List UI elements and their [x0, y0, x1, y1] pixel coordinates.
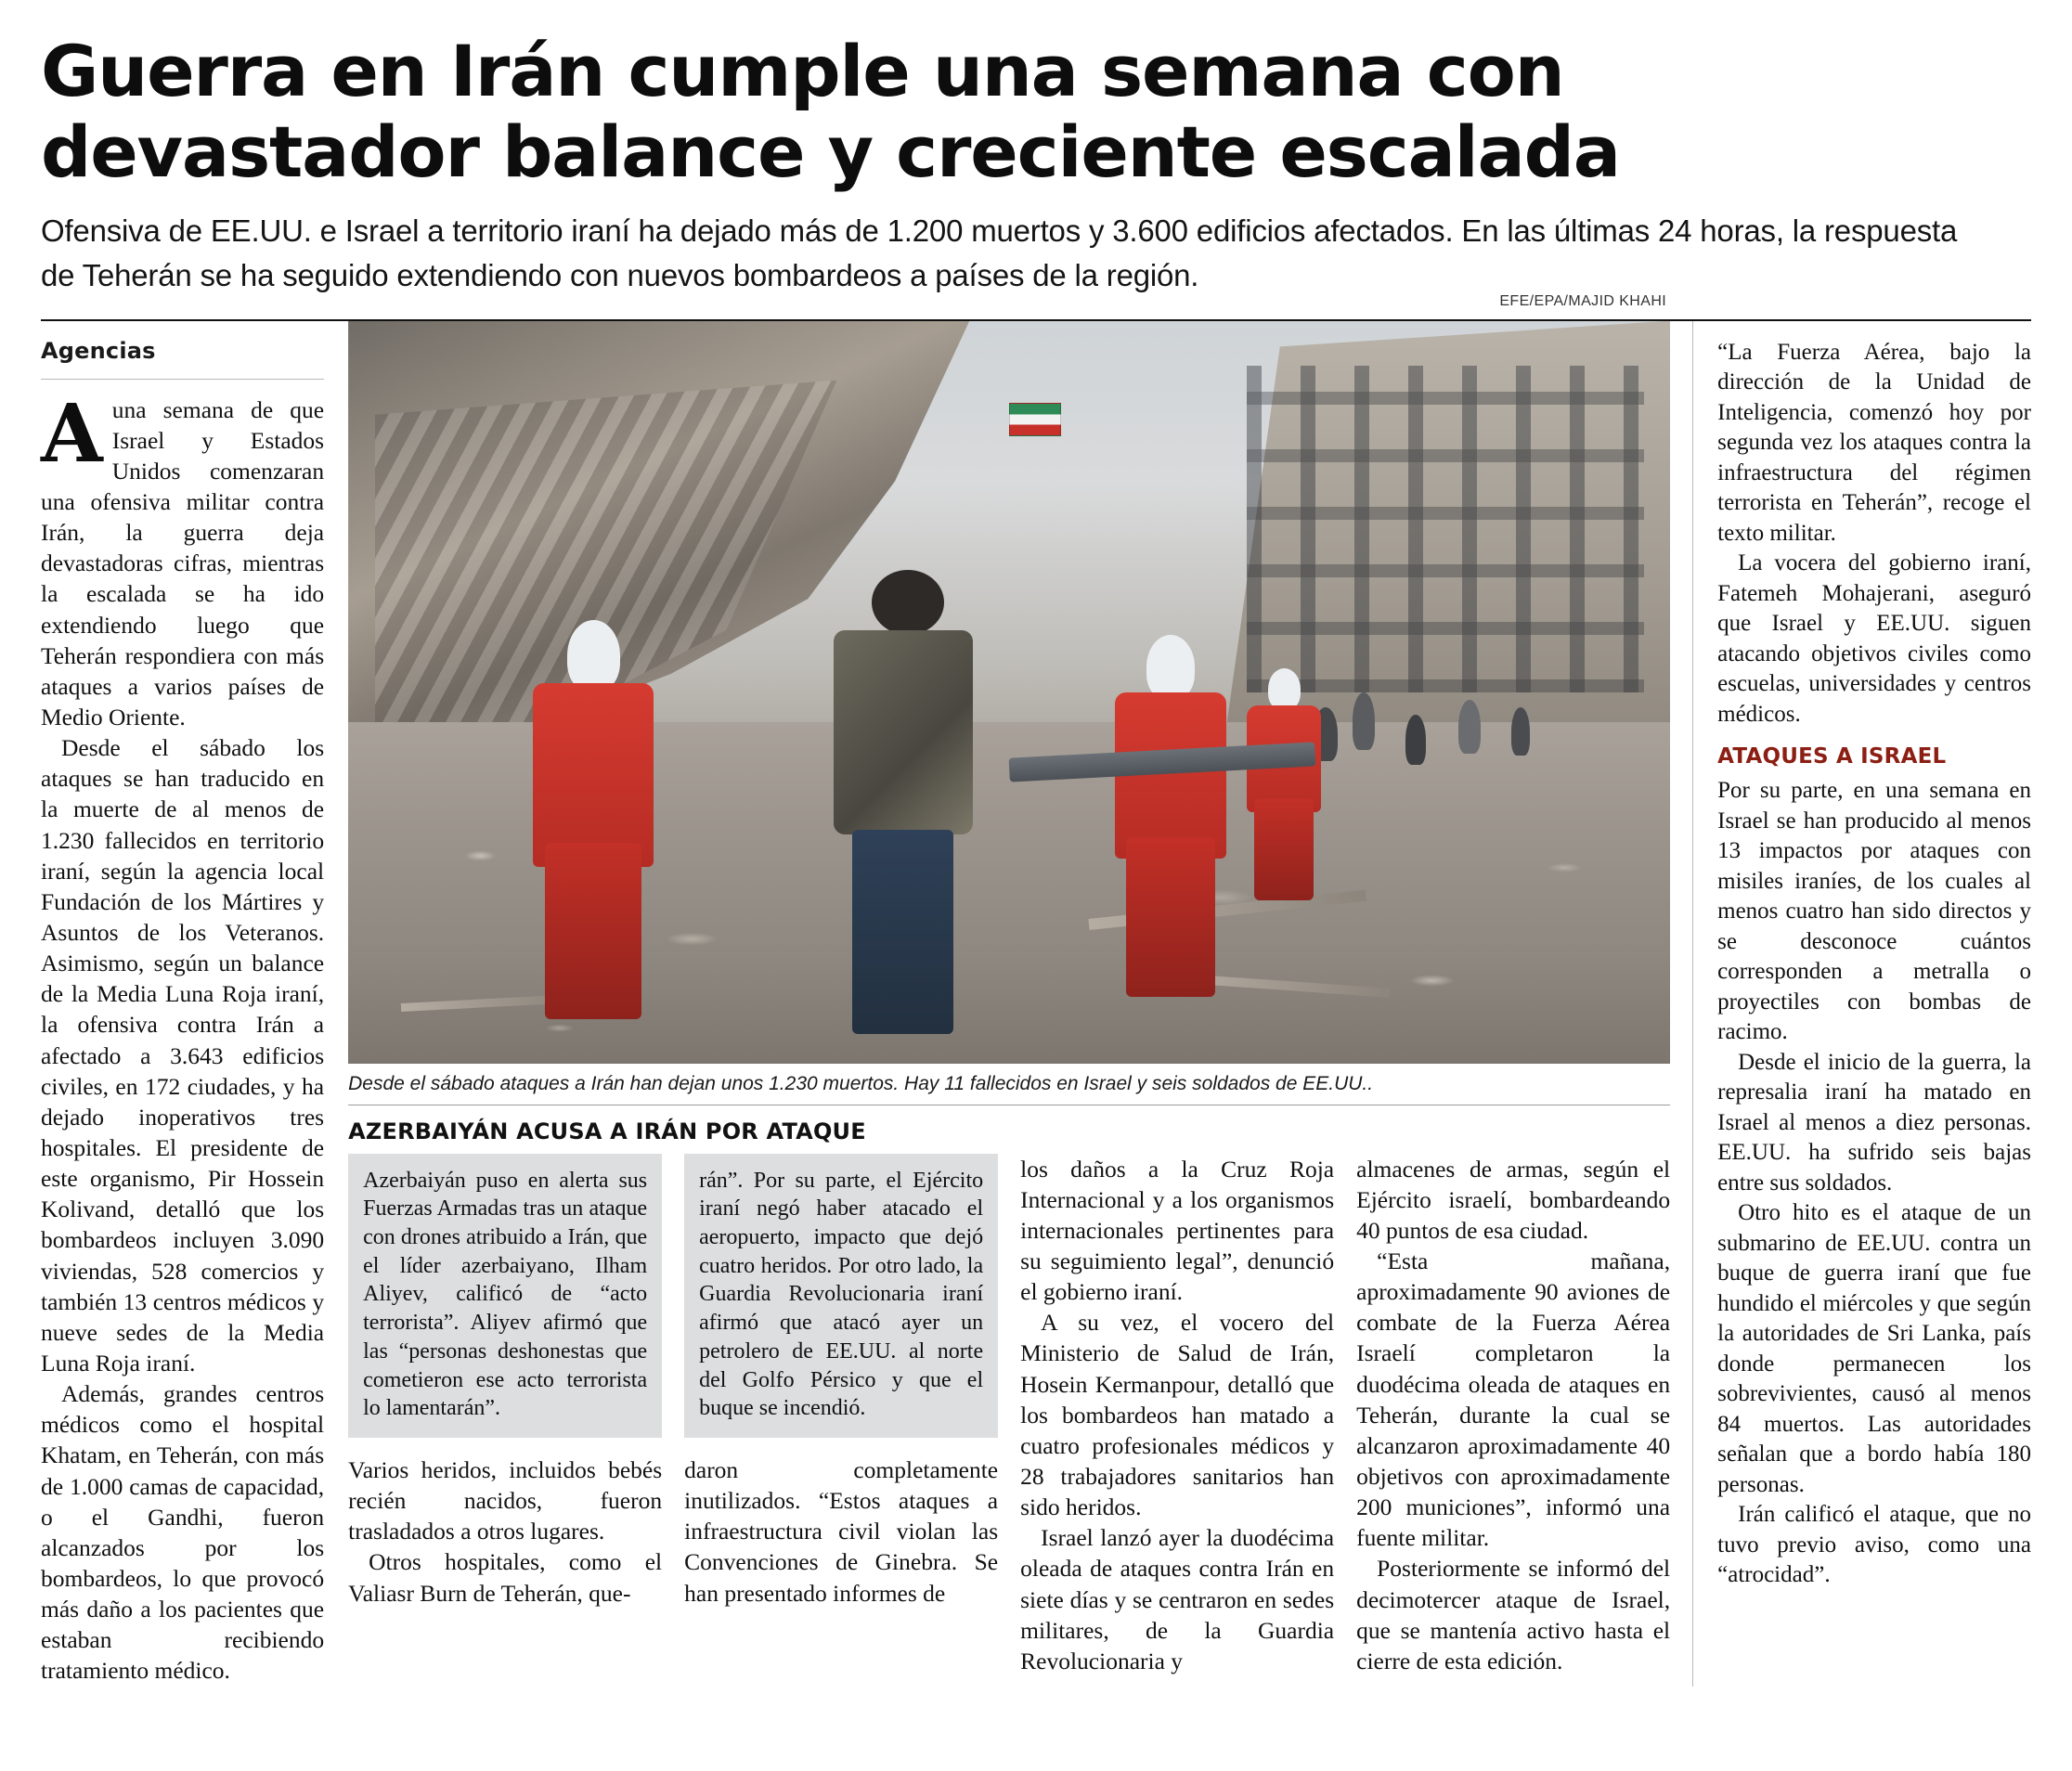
paragraph: A su vez, el vocero del Ministerio de Salud de Irán, Hosein Kermanpour, detalló que los bombardeos han matado a cuatro profesionales médicos y 28 trabajadores sanitarios han sido heridos. [1020, 1309, 1335, 1521]
center-column [348, 292, 1692, 1687]
photo-flag [1009, 403, 1061, 436]
standfirst: Ofensiva de EE.UU. e Israel a territorio iraní ha dejado más de 1.200 muertos y 3.600 edificios afectados. En las últimas 24 horas, la respuesta de Teherán se ha seguido extendiendo con nuevos bombardeos a países de la región. [41, 213, 1958, 293]
lower-columns [348, 1154, 1670, 1676]
paragraph: Desde el inicio de la guerra, la represalia iraní ha matado en Israel al menos a diez personas. EE.UU. ha sufrido seis bajas entre sus soldados. [1717, 1049, 2031, 1196]
paragraph: “La Fuerza Aérea, bajo la dirección de la Unidad de Inteligencia, comenzó hoy por segunda vez los ataques contra la infraestructura del régimen terrorista en Teherán”, recoge el texto militar. [1717, 339, 2031, 546]
page-title: Guerra en Irán cumple una semana con devastador balance y creciente escalada [41, 30, 1620, 193]
highlight-box [348, 1154, 662, 1438]
paragraph: Varios heridos, incluidos bebés recién nacidos, fueron trasladados a otros lugares. [348, 1456, 663, 1545]
paragraph: Además, grandes centros médicos como el hospital Khatam, en Teherán, con más de 1.000 camas de capacidad, o el Gandhi, fueron alcanzados por los bombardeos, lo que provocó más daño a los pacientes que estaban recibiendo tratamiento médico. [41, 1380, 325, 1685]
lower-column-4 [1356, 1154, 1670, 1676]
paragraph: los daños a la Cruz Roja Internacional y a los organismos internacionales pertinentes para su seguimiento legal”, denunció el gobierno iraní. [1020, 1155, 1335, 1306]
dropcap: A [41, 386, 103, 481]
photo-rescue-worker [533, 620, 654, 1019]
paragraph: “Esta mañana, aproximadamente 90 aviones de combate de la Fuerza Aérea Israelí completaron la duodécima oleada de ataques en Teherán, durante la cual se alcanzaron aproximadamente 40 objetivos con aproximadamente 200 municiones”, informó una fuente militar. [1356, 1247, 1671, 1552]
paragraph: Irán calificó el ataque, que no tuvo previo aviso, como una “atrocidad”. [1717, 1502, 2031, 1588]
section-kicker: ATAQUES A ISRAEL [1717, 744, 1947, 769]
photo-bystander [1458, 700, 1481, 754]
lower-column-2 [684, 1154, 998, 1676]
article-body [41, 292, 2031, 1687]
paragraph: Azerbaiyán puso en alerta sus Fuerzas Armadas tras un ataque con drones atribuido a Irán, que el líder azerbaiyano, Ilham Aliyev, calificó de “acto terrorista”. Aliyev afirmó que las “personas deshonestas que cometieron ese acto terrorista lo lamentarán”. [363, 1168, 648, 1421]
photo-man-carrying-stretcher [824, 570, 982, 1034]
photo-caption: Desde el sábado ataques a Irán han dejan unos 1.230 muertos. Hay 11 fallecidos en Israel y seis soldados de EE.UU.. [348, 1064, 1670, 1105]
paragraph: Otro hito es el ataque de un submarino de EE.UU. contra un buque de guerra iraní que fue hundido el miércoles y que según la autoridades de Sri Lanka, país donde permanecen los sobrevivientes, causó al menos 84 muertos. Las autoridades señalan que a bordo había 180 personas. [1717, 1200, 2031, 1497]
paragraph: Desde el sábado los ataques se han traducido en la muerte de al menos de 1.230 fallecidos en territorio iraní, según la agencia local Fundación de los Mártires y Asuntos de los Veteranos. Asimismo, según un balance de la Media Luna Roja iraní, la ofensiva contra Irán a afectado a 3.643 edificios civiles, en 172 ciudades, y ha dejado inoperativos tres hospitales. El presidente de este organismo, Pir Hossein Kolivand, detalló que los bombardeos incluyen 3.090 viviendas, 528 comercios y también 13 centros médicos y nueve sedes de la Media Luna Roja iraní. [41, 734, 325, 1377]
photo-bystander [1511, 707, 1530, 756]
photo-rescue-worker [1115, 635, 1226, 997]
paragraph-text: una semana de que Israel y Estados Unidos comenzaran una ofensiva militar contra Irán, la guerra deja devastadoras cifras, mientras la escalada se ha ido extendiendo luego que Teherán respondiera con más ataques a varios países de Medio Oriente. [41, 395, 325, 730]
section-title: AZERBAIYÁN ACUSA A IRÁN POR ATAQUE [348, 1118, 866, 1144]
byline-divider [41, 379, 324, 380]
byline: Agencias [41, 337, 156, 364]
paragraph: rán”. Por su parte, el Ejército iraní negó haber atacado el aeropuerto, impacto que dejó cuatro heridos. Por otro lado, la Guardia Revolucionaria iraní afirmó que atacó ayer un petrolero de EE.UU. al norte del Golfo Pérsico y que el buque se incendió. [699, 1168, 984, 1421]
news-photo [348, 321, 1670, 1064]
paragraph: Por su parte, en una semana en Israel se han producido al menos 13 impactos por ataques con misiles iraníes, de los cuales al menos cuatro han sido directos y se desconoce cuántos corresponden a metralla o proyectiles con bombas de racimo. [1717, 778, 2031, 1045]
photo-windows [1247, 366, 1643, 692]
photo-rescue-worker [1247, 668, 1321, 900]
paragraph: Israel lanzó ayer la duodécima oleada de ataques contra Irán en siete días y se centraron en sedes militares, de la Guardia Revolucionaria y [1020, 1524, 1335, 1674]
paragraph: La vocera del gobierno iraní, Fatemeh Mohajerani, aseguró que Israel y EE.UU. siguen atacando objetivos civiles como escuelas, universidades y centros médicos. [1717, 550, 2031, 727]
paragraph: almacenes de armas, según el Ejército israelí, bombardeando 40 puntos de esa ciudad. [1356, 1155, 1671, 1244]
left-column [41, 321, 348, 1687]
paragraph: Posteriormente se informó del decimotercer ataque de Israel, que se mantenía activo hasta el cierre de esta edición. [1356, 1555, 1671, 1674]
photo-credit: EFE/EPA/MAJID KHAHI [1499, 292, 1667, 309]
photo-bystander [1353, 692, 1375, 750]
photo-figure [348, 292, 1670, 1105]
photo-bystander [1405, 715, 1426, 765]
paragraph: daron completamente inutilizados. “Estos ataques a infraestructura civil violan las Convenciones de Ginebra. Se han presentado informes de [684, 1456, 999, 1607]
right-column [1692, 321, 2031, 1687]
lower-column-1 [348, 1154, 662, 1676]
lower-column-3 [1020, 1154, 1334, 1676]
paragraph: Otros hospitales, como el Valiasr Burn de Teherán, que- [348, 1548, 663, 1607]
highlight-box [684, 1154, 998, 1438]
paragraph [41, 386, 325, 733]
